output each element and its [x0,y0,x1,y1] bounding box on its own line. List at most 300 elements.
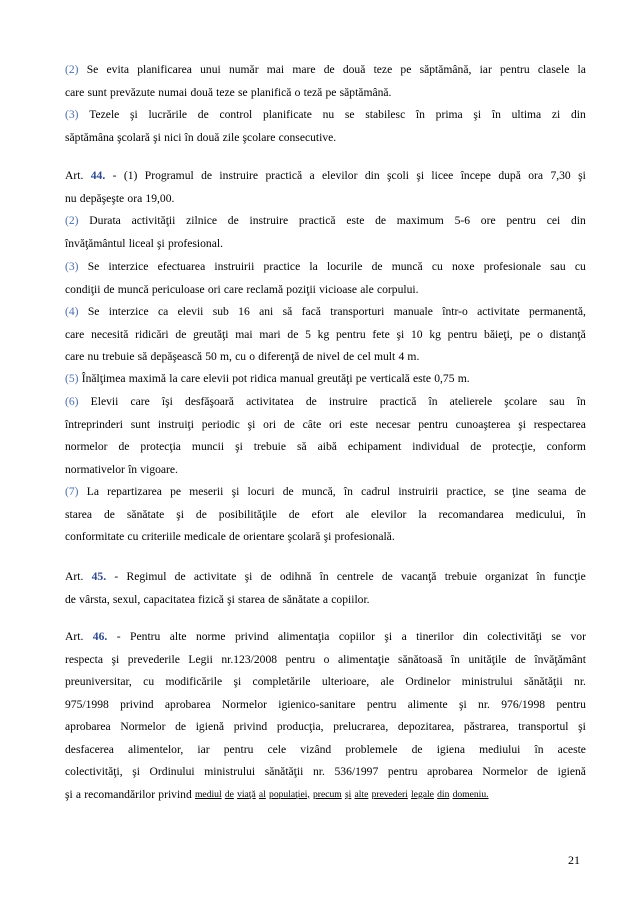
word: practică [298,214,336,227]
word: de [103,282,115,296]
word: planificate [262,108,312,121]
word: pe [170,485,182,498]
word: m. [407,350,420,363]
word: unui [200,63,221,76]
word: depozitarea, [397,720,455,733]
word: şi [132,765,140,778]
word: recomandărilor [84,787,156,801]
word: şi [384,630,393,643]
word: maximum [396,214,444,227]
word: nr. [478,697,490,711]
word: vicioase [319,282,358,296]
text-line [65,459,586,482]
word: două [190,85,213,99]
word: necesar [375,417,411,431]
word: instruire [328,395,368,408]
word: sănătăţii [264,765,304,778]
word: de [371,260,383,273]
word: de [201,169,213,182]
word: zile [222,130,240,144]
text-line [65,566,586,589]
word: ore [480,214,496,227]
word: criteriile [141,530,181,543]
word: ale [345,507,359,521]
paragraph-art44-7 [65,481,586,549]
word: pentru [500,63,530,76]
word: trebuie [253,440,286,453]
word: de [302,350,314,363]
word: Normelor [221,697,267,711]
word: desfăşoară [185,395,234,408]
text-line [65,279,586,302]
word: de [224,788,234,800]
word: care [65,350,85,363]
word: kg [317,327,330,341]
word: Programul [144,169,194,182]
word: m. [457,372,470,385]
word: - [114,570,119,583]
word: individual [412,440,460,453]
word: (3) [65,260,79,273]
word: sub [212,305,229,318]
word: şi [157,236,165,250]
word: alte [354,788,369,800]
word: planificarea [137,63,192,76]
word: care [223,282,244,296]
text-line [65,59,586,82]
word: greutăţi [193,327,229,341]
word: precum [312,788,342,800]
text-line [65,368,586,391]
word: igienă [195,720,225,733]
word: de [268,592,280,606]
word: Se [87,260,100,273]
word: în [415,108,425,121]
word: şi [176,507,184,521]
word: colectivităţi, [65,765,123,778]
word: la [418,507,427,521]
word: (1) [123,169,138,182]
word: două [196,130,220,144]
word: în [576,507,586,521]
word: pentru [506,214,536,227]
word: mediul [194,788,222,800]
word: instruirii [398,485,439,498]
word: cu [235,350,247,363]
word: manual [279,372,314,385]
word: copiilor. [331,592,370,606]
word: viaţă [237,788,256,800]
word: săptămâna [65,130,114,144]
word: ministrului [461,675,513,688]
word: practică [265,169,303,182]
word: starea [65,507,93,521]
word: cu [143,675,155,688]
word: seama [537,485,567,498]
word: de [174,570,186,583]
word: clasele [537,63,570,76]
word: igienă [557,765,586,778]
word: mult [373,350,396,363]
word: Tezele [89,108,120,121]
word: elevii [203,372,230,385]
word: băieţi, [484,327,513,341]
word: norme [195,630,226,643]
word: o [294,85,301,99]
word: vigoare. [140,462,178,476]
word: pentru [447,327,478,341]
text-line [65,716,586,739]
word: şi [153,130,161,144]
word: (7) [65,485,79,498]
word: periculoase [151,282,205,296]
word: prelucrarea, [333,720,389,733]
word: cunoaşterea [455,417,511,431]
word: pe [355,372,367,385]
word: de [381,570,393,583]
paragraph-art44-3 [65,256,586,301]
word: şi [323,530,332,543]
word: de [195,507,207,521]
word: necesită [91,327,129,341]
word: de [305,395,317,408]
word: două [342,63,366,76]
word: normativelor [65,462,125,476]
word: greutăţi [317,372,353,385]
word: şcolare [242,130,276,144]
word: sunt [130,417,151,431]
word: a [75,787,82,801]
word: 536/1997 [334,765,379,778]
word: funcţie [553,570,586,583]
word: muncii [191,440,225,453]
word: permanentă, [528,305,586,318]
word: elevilor [370,507,407,521]
word: cu [574,260,586,273]
word: în [428,395,438,408]
text-line [65,391,586,414]
word: de [411,742,423,756]
word: teze [373,63,393,76]
word: întreprinderi [65,417,123,431]
text-line [65,82,586,105]
word: interzice [108,260,149,273]
word: legale [411,788,434,800]
word: şi [518,417,526,431]
word: (6) [65,395,79,408]
word: interzice [108,305,149,318]
word: aprobarea [65,720,111,733]
word: de [229,530,240,543]
word: centrele [336,570,374,583]
text-line [65,346,586,369]
word: de [65,592,76,606]
text-line [65,256,586,279]
word: număr [228,63,259,76]
word: completările [252,675,311,688]
word: muncă [117,282,149,296]
word: şi [416,169,425,182]
word: depăşeşte [79,191,125,205]
word: în [450,652,460,666]
paragraph-art44-5 [65,368,586,391]
word: numai [158,85,188,99]
word: alimente [407,697,448,711]
word: să [282,305,293,318]
word: în [343,485,353,498]
word: protecţie, [492,440,536,453]
word: de [104,507,115,521]
word: ulterioare, [321,675,370,688]
word: Ordinelor [405,675,451,688]
word: locuri [247,485,275,498]
text-line [65,649,586,672]
word: să [296,440,307,453]
word: săptămână, [419,63,472,76]
word: echipament [347,440,402,453]
word: vârsta, [79,592,110,606]
text-line [65,526,586,549]
text-line [65,127,586,150]
word: 19,00. [145,191,175,205]
word: 50 [205,350,217,363]
word: cadrul [361,485,391,498]
word: activităţii [131,214,176,227]
word: practică [379,395,417,408]
word: o [249,350,256,363]
word: activitatea [246,395,294,408]
text-line [65,414,586,437]
word: activitate [193,570,237,583]
word: cele [267,742,287,756]
word: Se [86,63,99,76]
word: sau [549,395,565,408]
word: pe [400,63,412,76]
word: practice, [446,485,487,498]
word: de [287,327,299,341]
word: de [227,214,239,227]
word: şi [247,417,256,431]
text-line [65,626,586,649]
word: în [184,130,194,144]
word: igienico-sanitare [278,697,356,711]
word: 976/1998 [501,697,546,711]
text-line [65,188,586,211]
word: alte [169,630,187,643]
word: şcolară [287,530,321,543]
word: Se [87,305,100,318]
word: sănătăţii [524,675,563,688]
word: organizat [485,570,529,583]
word: conform [546,440,586,453]
word: vizând [300,742,332,756]
word: preuniversitar, [65,675,132,688]
word: vor [570,630,586,643]
word: liceal [128,236,154,250]
word: şi [244,570,253,583]
word: şi [231,485,240,498]
word: domeniu. [452,788,489,800]
word: 7,30 [550,169,571,182]
word: Pentru [130,630,161,643]
word: (2) [65,63,79,76]
word: şcolare [504,395,538,408]
page-number: 21 [568,853,580,867]
word: se [494,485,504,498]
word: desfacerea [65,742,114,756]
word: licee [431,169,454,182]
word: poziţii [286,282,316,296]
word: zi [551,108,561,121]
word: şi [396,327,405,341]
word: privind [158,787,192,801]
word: Înălţimea [81,372,126,385]
word: populaţiei, [269,788,310,800]
word: în [536,570,546,583]
text-line [65,671,586,694]
word: teză [303,85,323,99]
word: în [319,570,329,583]
word: la [309,260,318,273]
word: periodic [201,417,240,431]
text-line [65,436,586,459]
word: (5) [65,372,79,385]
word: ridica [250,372,277,385]
word: aprobarea [164,697,211,711]
word: ultima [511,108,542,121]
text-line [65,784,586,807]
word: ora [127,191,143,205]
word: este [413,372,432,385]
word: sănătoasă [397,652,443,666]
word: şi [578,720,586,733]
word: o [323,652,330,666]
word: Art. [65,630,84,643]
word: condiţii [65,282,101,296]
word: alimentelor, [128,742,184,756]
word: facă [301,305,321,318]
word: 975/1998 [65,697,109,711]
word: 45. [91,570,107,583]
text-line [65,481,586,504]
word: modificările [165,675,223,688]
word: ca [158,305,169,318]
text-line [65,165,586,188]
word: profesională. [334,530,395,543]
word: şi [65,787,73,801]
word: şi [130,108,138,121]
word: - [112,169,117,182]
word: 46. [92,630,108,643]
word: iar [479,63,492,76]
word: practice [263,260,301,273]
word: a [401,630,407,643]
word: prevăzute [110,85,156,99]
word: maximă [128,372,167,385]
word: trebuie [444,570,477,583]
word: din [570,108,586,121]
word: de [537,765,549,778]
word: diferenţă [258,350,300,363]
word: nr. [312,765,325,778]
word: ani [259,305,274,318]
word: verticală [369,372,410,385]
word: ale [380,675,395,688]
word: cu [127,530,139,543]
word: aibă [317,440,337,453]
word: de [343,350,355,363]
word: de [197,108,209,121]
word: control [219,108,253,121]
word: în [491,108,501,121]
word: pot [232,372,248,385]
word: se [344,108,355,121]
word: se [238,85,248,99]
word: prima [435,108,463,121]
word: unităţile [468,652,507,666]
word: de [288,507,300,521]
word: muncă, [301,485,336,498]
word: normelor [65,440,108,453]
word: de [175,720,187,733]
text-line [65,504,586,527]
word: ori [207,282,221,296]
word: pentru [418,417,448,431]
word: de [470,440,482,453]
word: (4) [65,305,79,318]
word: de [260,570,272,583]
word: în [128,462,138,476]
word: profesionale [483,260,541,273]
word: (2) [65,214,79,227]
word: cu [431,260,443,273]
word: medicale [184,530,226,543]
word: colectivităţi [487,630,542,643]
word: depăşească [150,350,203,363]
word: şi [111,652,120,666]
word: mediului [479,742,521,756]
word: 0,75 [434,372,455,385]
word: din [364,169,380,182]
paragraph-art44-4 [65,301,586,369]
word: care [180,372,201,385]
word: după [498,169,521,182]
word: pe [519,327,531,341]
word: corpului. [376,282,419,296]
word: (3) [65,108,79,121]
word: instruirii [214,260,255,273]
word: sănătate [282,592,320,606]
word: ridicări [135,327,169,341]
word: copiilor [338,630,375,643]
word: păstrarea, [463,720,509,733]
word: nu [65,191,77,205]
word: producţia, [276,720,324,733]
text-line [65,589,586,612]
word: consecutive. [278,130,337,144]
word: starea [238,592,266,606]
word: planifică [250,85,292,99]
word: elevii [177,305,204,318]
word: trebuie [102,350,135,363]
word: sănătate [126,507,165,521]
word: 5-6 [454,214,471,227]
word: care [130,395,150,408]
word: să [137,350,148,363]
word: respecta [65,652,103,666]
word: meserii [189,485,224,498]
word: nici [164,130,182,144]
